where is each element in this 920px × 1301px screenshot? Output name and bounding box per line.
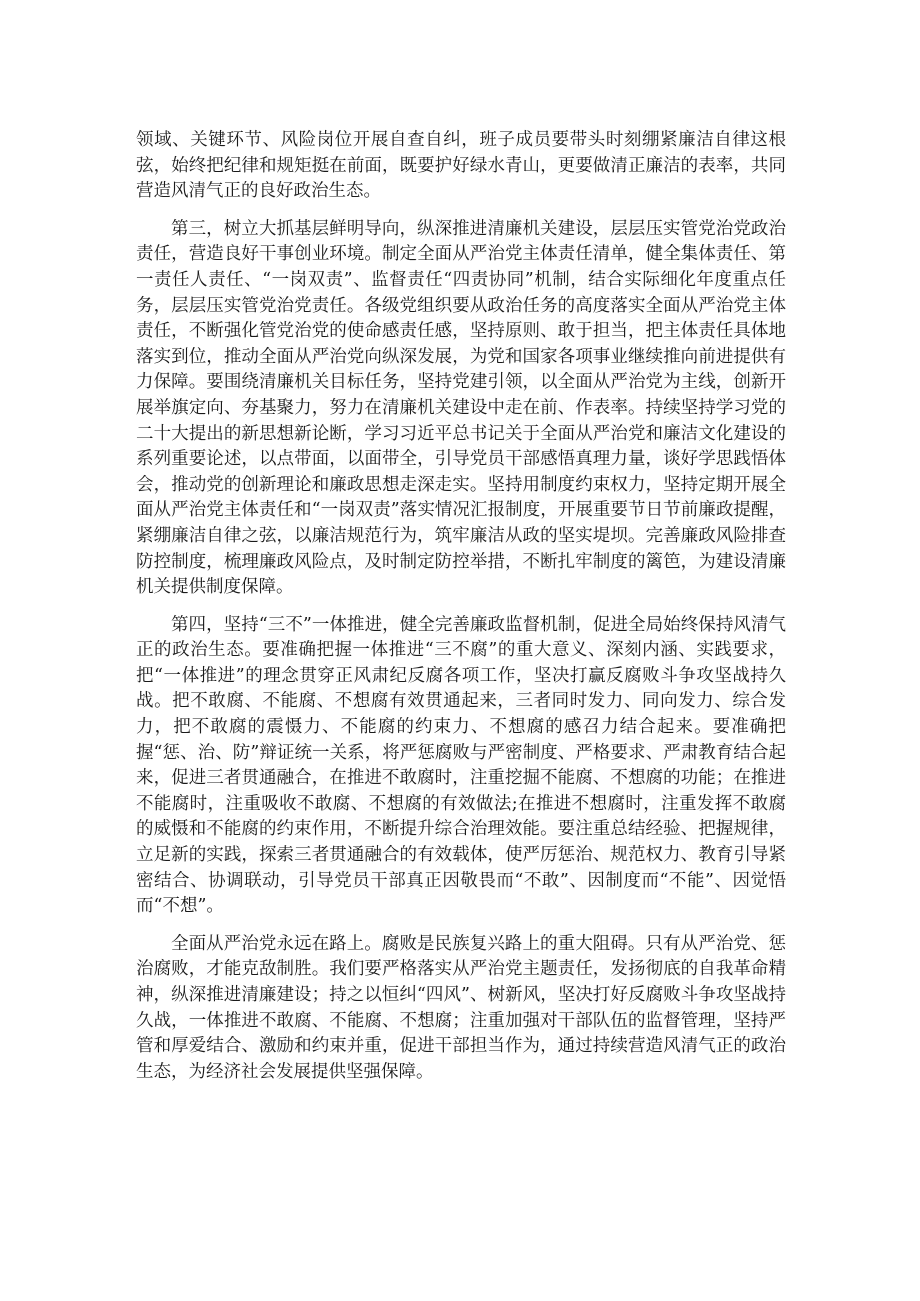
paragraph-continuation: 领域、关键环节、风险岗位开展自查自纠，班子成员要带头时刻绷紧廉洁自律这根弦，始终把纪律和规矩挺在前面，既要护好绿水青山，更要做清正廉洁的表率，共同营造风清气正的良好政治生态。 [136, 130, 786, 202]
paragraph-fourth-point: 第四，坚持“三不”一体推进，健全完善廉政监督机制，促进全局始终保持风清气正的政治生态。要准确把握一体推进“三不腐”的重大意义、深刻内涵、实践要求，把“一体推进”的理念贯穿正风肃纪反腐各项工作，坚决打赢反腐败斗争攻坚战持久战。把不敢腐、不能腐、不想腐有效贯通起来，三者同时发力、同向发力、综合发力，把不敢腐的震慑力、不能腐的约束力、不想腐的感召力结合起来。要准确把握“惩、治、防”辩证统一关系，将严惩腐败与严密制度、严格要求、严肃教育结合起来，促进三者贯通融合，在推进不敢腐时，注重挖掘不能腐、不想腐的功能；在推进不能腐时，注重吸收不敢腐、不想腐的有效做法;在推进不想腐时，注重发挥不敢腐的威慑和不能腐的约束作用，不断提升综合治理效能。要注重总结经验、把握规律，立足新的实践，探索三者贯通融合的有效载体，使严厉惩治、规范权力、教育引导紧密结合、协调联动，引导党员干部真正因敬畏而“不敢”、因制度而“不能”、因觉悟而“不想”。 [136, 614, 786, 917]
paragraph-conclusion: 全面从严治党永远在路上。腐败是民族复兴路上的重大阻碍。只有从严治党、惩治腐败，才能克敌制胜。我们要严格落实从严治党主题责任，发扬彻底的自我革命精神，纵深推进清廉建设；持之以恒纠“四风”、树新风，坚决打好反腐败斗争攻坚战持久战，一体推进不敢腐、不能腐、不想腐；注重加强对干部队伍的监督管理，坚持严管和厚爱结合、激励和约束并重，促进干部担当作为，通过持续营造风清气正的政治生态，为经济社会发展提供坚强保障。 [136, 933, 786, 1082]
document-body [136, 128, 786, 1097]
paragraph-third-point: 第三，树立大抓基层鲜明导向，纵深推进清廉机关建设，层层压实管党治党政治责任，营造良好干事创业环境。制定全面从严治党主体责任清单，健全集体责任、第一责任人责任、“一岗双责”、监督责任“四责协同”机制，结合实际细化年度重点任务，层层压实管党治党责任。各级党组织要从政治任务的高度落实全面从严治党主体责任，不断强化管党治党的使命感责任感，坚持原则、敢于担当，把主体责任具体地落实到位，推动全面从严治党向纵深发展，为党和国家各项事业继续推向前进提供有力保障。要围绕清廉机关目标任务，坚持党建引领，以全面从严治党为主线，创新开展举旗定向、夯基聚力，努力在清廉机关建设中走在前、作表率。持续坚持学习党的二十大提出的新思想新论断，学习习近平总书记关于全面从严治党和廉洁文化建设的系列重要论述，以点带面，以面带全，引导党员干部感悟真理力量，谈好学思践悟体会，推动党的创新理论和廉政思想走深走实。坚持用制度约束权力，坚持定期开展全面从严治党主体责任和“一岗双责”落实情况汇报制度，开展重要节日节前廉政提醒，紧绷廉洁自律之弦，以廉洁规范行为，筑牢廉洁从政的坚实堤坝。完善廉政风险排查防控制度，梳理廉政风险点，及时制定防控举措，不断扎牢制度的篱笆，为建设清廉机关提供制度保障。 [136, 218, 786, 598]
